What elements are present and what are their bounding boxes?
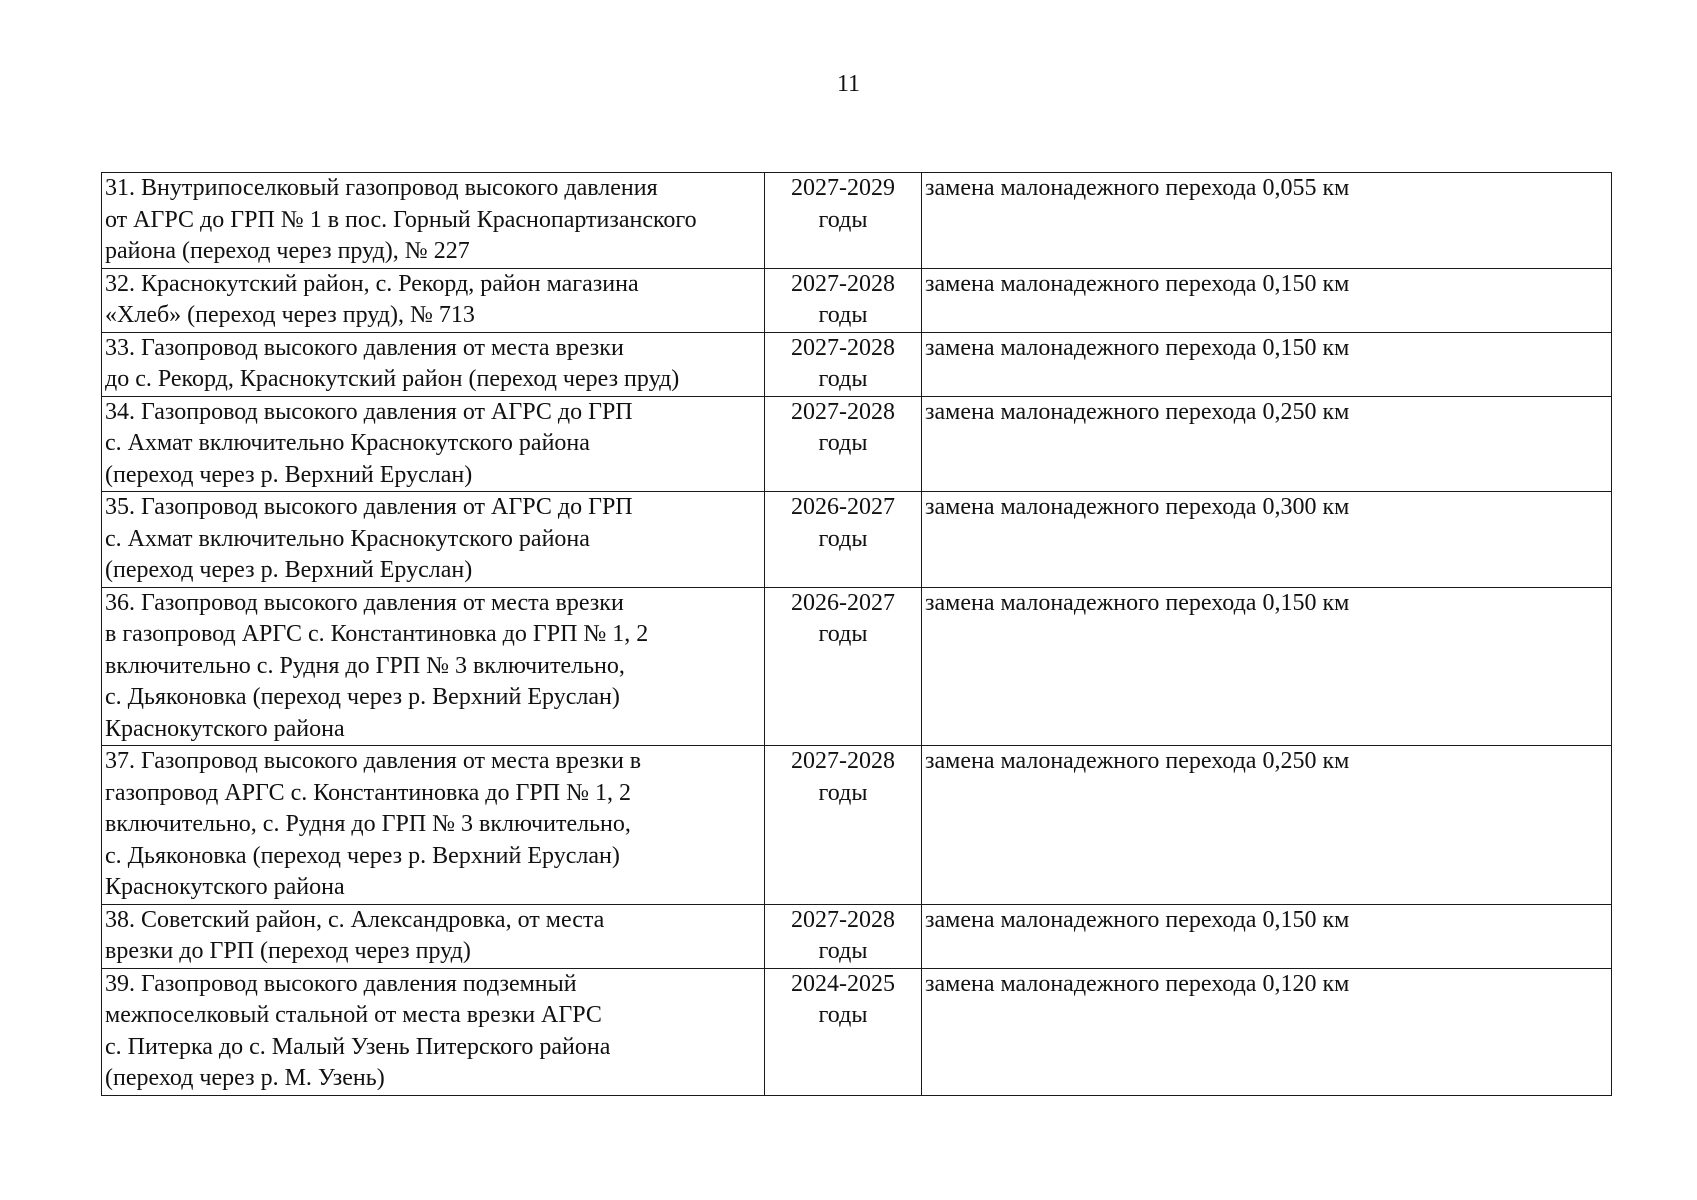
period-cell: 2024-2025 годы [765, 968, 922, 1095]
work-description-cell: замена малонадежного перехода 0,150 км [922, 587, 1612, 746]
work-description-cell: замена малонадежного перехода 0,055 км [922, 173, 1612, 269]
pipeline-name-cell: 31. Внутрипоселковый газопровод высокого давления от АГРС до ГРП № 1 в пос. Горный Краснопартизанского района (переход через пруд), № 227 [102, 173, 765, 269]
period-cell: 2027-2029 годы [765, 173, 922, 269]
page-number: 11 [836, 71, 861, 97]
pipeline-name-cell: 37. Газопровод высокого давления от места врезки в газопровод АРГС с. Константиновка до ГРП № 1, 2 включительно, с. Рудня до ГРП № 3 включительно, с. Дьяконовка (переход через р. Верхний Еруслан) Краснокутского района [102, 746, 765, 905]
table-row [102, 492, 1612, 588]
table-row [102, 173, 1612, 269]
table-row [102, 968, 1612, 1095]
work-description-cell: замена малонадежного перехода 0,250 км [922, 396, 1612, 492]
period-cell: 2027-2028 годы [765, 396, 922, 492]
period-cell: 2027-2028 годы [765, 332, 922, 396]
table-row [102, 904, 1612, 968]
work-description-cell: замена малонадежного перехода 0,120 км [922, 968, 1612, 1095]
work-description-cell: замена малонадежного перехода 0,300 км [922, 492, 1612, 588]
table-row [102, 396, 1612, 492]
period-cell: 2027-2028 годы [765, 746, 922, 905]
pipeline-name-cell: 38. Советский район, с. Александровка, от места врезки до ГРП (переход через пруд) [102, 904, 765, 968]
pipeline-name-cell: 34. Газопровод высокого давления от АГРС до ГРП с. Ахмат включительно Краснокутского района (переход через р. Верхний Еруслан) [102, 396, 765, 492]
table-row [102, 332, 1612, 396]
pipeline-name-cell: 36. Газопровод высокого давления от места врезки в газопровод АРГС с. Константиновка до ГРП № 1, 2 включительно с. Рудня до ГРП № 3 включительно, с. Дьяконовка (переход через р. Верхний Еруслан) Краснокутского района [102, 587, 765, 746]
pipeline-name-cell: 39. Газопровод высокого давления подземный межпоселковый стальной от места врезки АГРС с. Питерка до с. Малый Узень Питерского района (переход через р. М. Узень) [102, 968, 765, 1095]
pipeline-name-cell: 33. Газопровод высокого давления от места врезки до с. Рекорд, Краснокутский район (переход через пруд) [102, 332, 765, 396]
period-cell: 2026-2027 годы [765, 492, 922, 588]
pipeline-name-cell: 32. Краснокутский район, с. Рекорд, район магазина «Хлеб» (переход через пруд), № 713 [102, 268, 765, 332]
work-description-cell: замена малонадежного перехода 0,150 км [922, 268, 1612, 332]
table-row [102, 746, 1612, 905]
pipeline-name-cell: 35. Газопровод высокого давления от АГРС до ГРП с. Ахмат включительно Краснокутского района (переход через р. Верхний Еруслан) [102, 492, 765, 588]
gas-pipeline-table [101, 172, 1612, 1096]
table-row [102, 268, 1612, 332]
work-description-cell: замена малонадежного перехода 0,150 км [922, 904, 1612, 968]
work-description-cell: замена малонадежного перехода 0,150 км [922, 332, 1612, 396]
period-cell: 2027-2028 годы [765, 904, 922, 968]
period-cell: 2027-2028 годы [765, 268, 922, 332]
table-row [102, 587, 1612, 746]
work-description-cell: замена малонадежного перехода 0,250 км [922, 746, 1612, 905]
period-cell: 2026-2027 годы [765, 587, 922, 746]
